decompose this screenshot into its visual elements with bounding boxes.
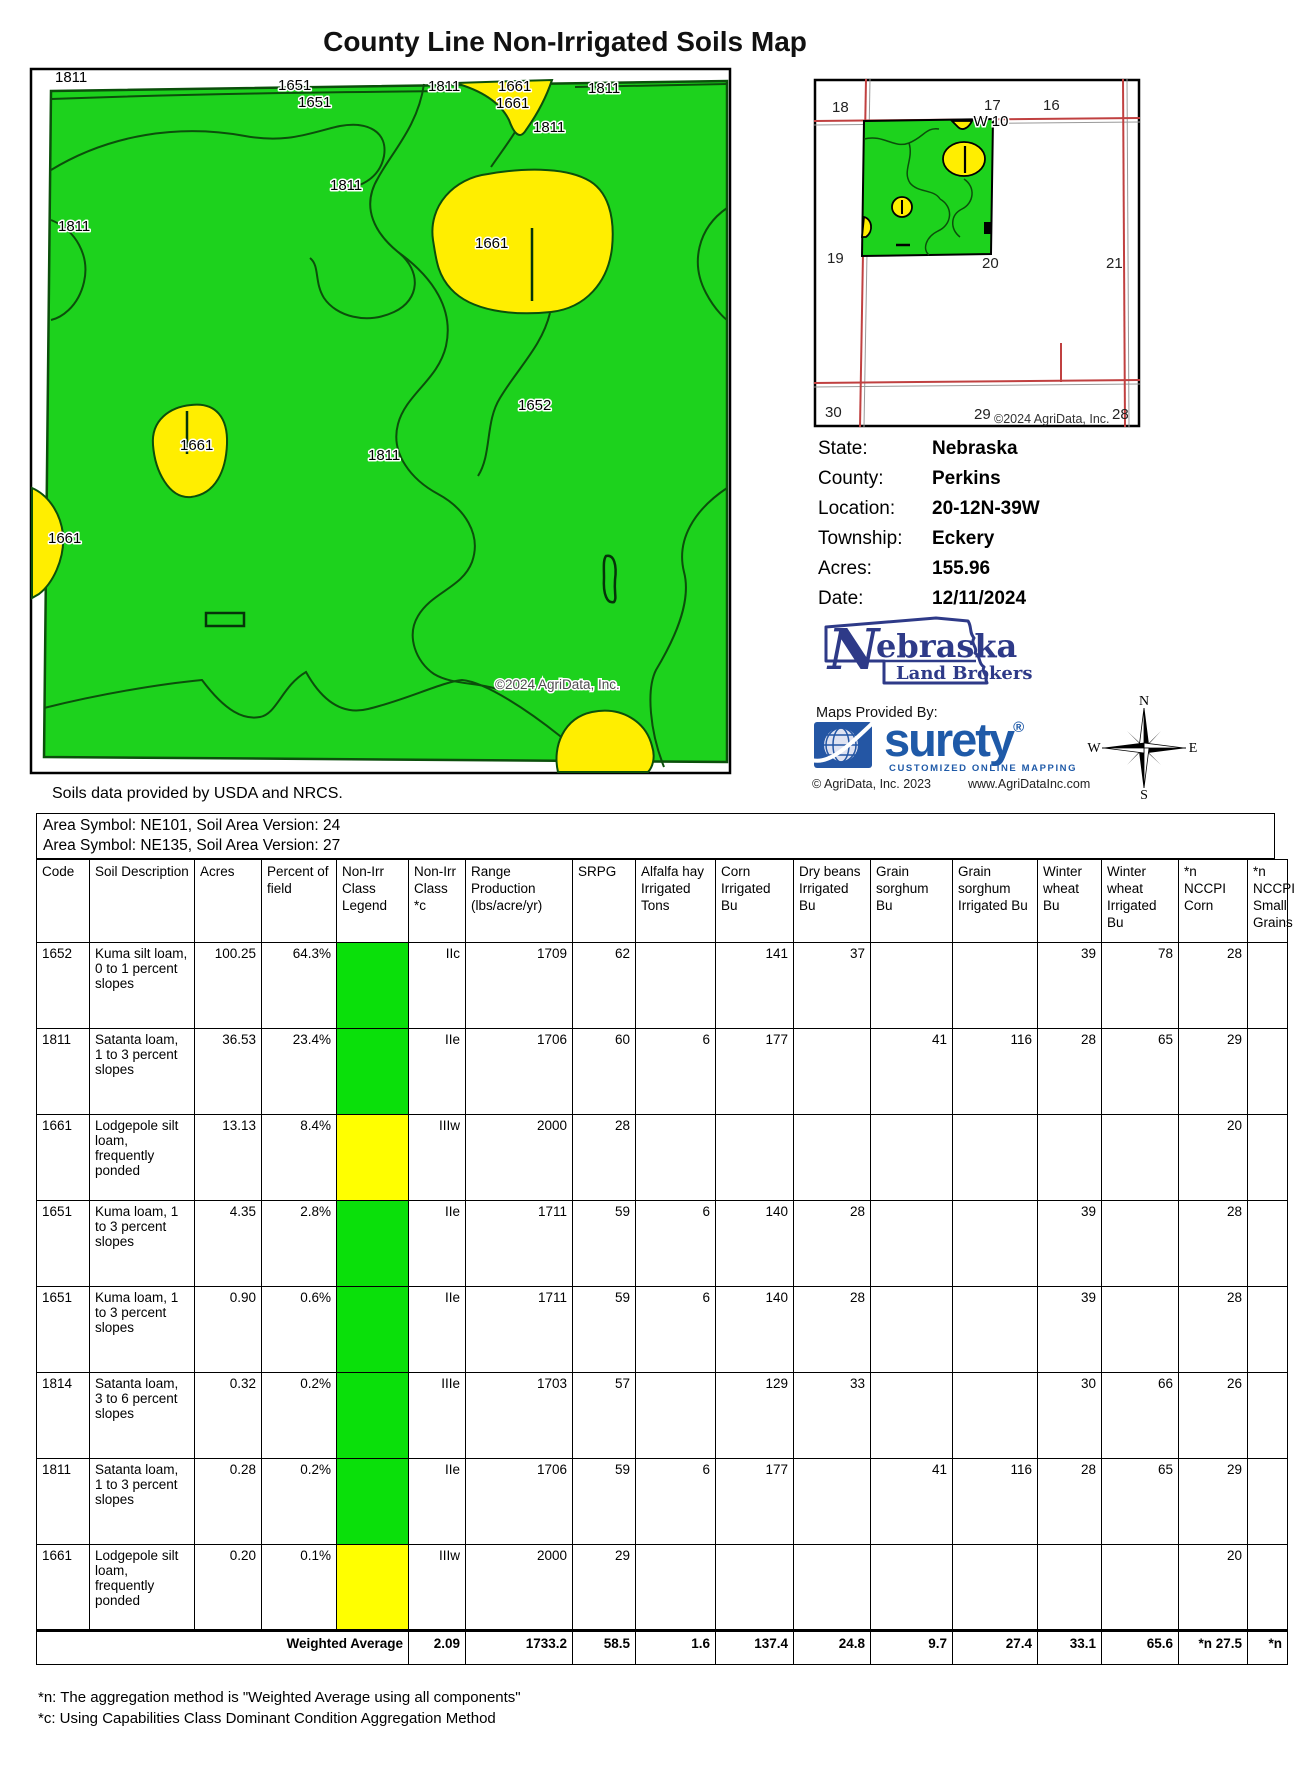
road-name-label: W 10 (973, 113, 1009, 130)
table-header-cell: Range Production (lbs/acre/yr) (466, 860, 573, 943)
soil-code-label: 1811 (330, 177, 363, 194)
table-header-cell: SRPG (573, 860, 636, 943)
field-polygon (44, 81, 727, 762)
table-header-cell: Percent of field (262, 860, 337, 943)
table-header-cell: Code (37, 860, 90, 943)
sorghum-cell (871, 1373, 953, 1459)
percent-cell: 0.2% (262, 1459, 337, 1545)
corn-cell: 140 (716, 1201, 794, 1287)
soil-code-label: 1651 (278, 77, 312, 94)
sorghum-cell: 41 (871, 1459, 953, 1545)
weighted-average-range: 1733.2 (466, 1631, 573, 1665)
nccpiSmall-cell (1248, 1201, 1288, 1287)
section-number: 30 (825, 404, 842, 421)
wheat-cell: 39 (1038, 1201, 1102, 1287)
percent-cell: 0.1% (262, 1545, 337, 1631)
table-header-cell: *n NCCPI Corn (1179, 860, 1248, 943)
dryBeans-cell (794, 1459, 871, 1545)
nccpiSmall-cell (1248, 1287, 1288, 1373)
class-legend-swatch (337, 1115, 409, 1201)
wheatIrr-cell: 78 (1102, 943, 1179, 1029)
corn-cell: 141 (716, 943, 794, 1029)
soil-description-cell: Lodgepole silt loam, frequently ponded (90, 1545, 195, 1631)
area-symbol-box (36, 813, 1275, 859)
percent-cell: 8.4% (262, 1115, 337, 1201)
area-symbol-line: Area Symbol: NE135, Soil Area Version: 27 (43, 837, 341, 854)
table-row (37, 1115, 1288, 1201)
dryBeans-cell (794, 1029, 871, 1115)
class-legend-swatch (337, 1545, 409, 1631)
nccpiSmall-cell (1248, 1545, 1288, 1631)
acres-cell: 0.20 (195, 1545, 262, 1631)
percent-cell: 0.6% (262, 1287, 337, 1373)
weighted-average-nccpiCorn: *n 27.5 (1179, 1631, 1248, 1665)
srpg-cell: 60 (573, 1029, 636, 1115)
percent-cell: 23.4% (262, 1029, 337, 1115)
range-cell: 1706 (466, 1029, 573, 1115)
info-value: 20-12N-39W (932, 498, 1040, 519)
weighted-average-corn: 137.4 (716, 1631, 794, 1665)
class-legend-swatch (337, 943, 409, 1029)
footnote-n: *n: The aggregation method is "Weighted Average using all components" (38, 1689, 521, 1706)
nccpiSmall-cell (1248, 1115, 1288, 1201)
nccpiCorn-cell: 20 (1179, 1545, 1248, 1631)
soil-code-cell: 1814 (37, 1373, 90, 1459)
dryBeans-cell (794, 1545, 871, 1631)
area-symbol-line: Area Symbol: NE101, Soil Area Version: 24 (43, 817, 341, 834)
table-header-cell: Winter wheat Irrigated Bu (1102, 860, 1179, 943)
section-number: 16 (1043, 97, 1060, 114)
surety-globe-icon (814, 720, 878, 772)
section-number: 18 (832, 99, 849, 116)
srpg-cell: 62 (573, 943, 636, 1029)
nccpiSmall-cell (1248, 1459, 1288, 1545)
nccpiCorn-cell: 20 (1179, 1115, 1248, 1201)
corn-cell: 140 (716, 1287, 794, 1373)
sorghum-cell (871, 943, 953, 1029)
cls-cell: IIIw (409, 1545, 466, 1631)
alfalfa-cell (636, 1115, 716, 1201)
soil-code-label: 1661 (180, 437, 214, 454)
info-label: County: (818, 468, 884, 489)
soil-code-cell: 1651 (37, 1287, 90, 1373)
soil-code-cell: 1811 (37, 1029, 90, 1115)
acres-cell: 0.32 (195, 1373, 262, 1459)
info-row (818, 468, 1001, 490)
weighted-average-alfalfa: 1.6 (636, 1631, 716, 1665)
soil-code-label: 1811 (533, 119, 566, 136)
acres-cell: 0.28 (195, 1459, 262, 1545)
surety-wordmark: surety (884, 713, 1014, 766)
wheat-cell: 39 (1038, 943, 1102, 1029)
info-label: Township: (818, 528, 903, 549)
cls-cell: IIe (409, 1201, 466, 1287)
soil-code-label: 1811 (55, 69, 88, 86)
soil-code-label: 1661 (48, 530, 82, 547)
class-legend-swatch (337, 1201, 409, 1287)
class-legend-swatch (337, 1459, 409, 1545)
weighted-average-sorghumIrr: 27.4 (953, 1631, 1038, 1665)
table-header-cell: *n NCCPI Small Grains (1248, 860, 1288, 943)
soil-description-cell: Satanta loam, 1 to 3 percent slopes (90, 1029, 195, 1115)
parcel-thumbnail (862, 119, 993, 256)
srpg-cell: 59 (573, 1459, 636, 1545)
section-number: 28 (1112, 406, 1129, 423)
acres-cell: 13.13 (195, 1115, 262, 1201)
cls-cell: IIIw (409, 1115, 466, 1201)
info-label: State: (818, 438, 868, 459)
table-row (37, 1029, 1288, 1115)
soil-description-cell: Lodgepole silt loam, frequently ponded (90, 1115, 195, 1201)
table-row (37, 1287, 1288, 1373)
section-number: 19 (827, 250, 844, 267)
info-value: Eckery (932, 528, 995, 549)
acres-cell: 100.25 (195, 943, 262, 1029)
surety-logo-text (884, 712, 1024, 767)
page-title: County Line Non-Irrigated Soils Map (323, 26, 807, 57)
info-label: Location: (818, 498, 896, 519)
weighted-average-label: Weighted Average (37, 1631, 409, 1665)
wheatIrr-cell (1102, 1545, 1179, 1631)
sorghumIrr-cell: 116 (953, 1029, 1038, 1115)
range-cell: 1711 (466, 1201, 573, 1287)
corn-cell (716, 1115, 794, 1201)
srpg-cell: 29 (573, 1545, 636, 1631)
dryBeans-cell: 28 (794, 1201, 871, 1287)
footnote-c: *c: Using Capabilities Class Dominant Condition Aggregation Method (38, 1710, 496, 1727)
acres-cell: 4.35 (195, 1201, 262, 1287)
compass-e: E (1188, 741, 1198, 756)
percent-cell: 0.2% (262, 1373, 337, 1459)
info-row (818, 588, 1027, 610)
srpg-cell: 57 (573, 1373, 636, 1459)
registered-mark: ® (1013, 719, 1025, 736)
sorghumIrr-cell: 116 (953, 1459, 1038, 1545)
wheat-cell: 39 (1038, 1287, 1102, 1373)
sorghum-cell: 41 (871, 1029, 953, 1115)
section-number: 21 (1106, 255, 1123, 272)
soils-data-table (36, 859, 1295, 1665)
table-header-cell: Acres (195, 860, 262, 943)
table-header-cell: Alfalfa hay Irrigated Tons (636, 860, 716, 943)
info-label: Date: (818, 588, 864, 609)
maps-provided-by-label: Maps Provided By: (816, 705, 938, 721)
range-cell: 1709 (466, 943, 573, 1029)
agridata-credit: © AgriData, Inc. 2023 (812, 777, 932, 791)
nccpiSmall-cell (1248, 1373, 1288, 1459)
nccpiCorn-cell: 29 (1179, 1029, 1248, 1115)
info-row (818, 558, 991, 580)
logo-initial: N (828, 617, 880, 683)
section-number: 29 (974, 406, 991, 423)
table-header-cell: Grain sorghum Bu (871, 860, 953, 943)
nccpiCorn-cell: 28 (1179, 943, 1248, 1029)
soil-description-cell: Kuma loam, 1 to 3 percent slopes (90, 1287, 195, 1373)
table-header-row (37, 860, 1288, 943)
sorghumIrr-cell (953, 1115, 1038, 1201)
nebraska-land-brokers-logo (818, 613, 1032, 701)
nccpiSmall-cell (1248, 1029, 1288, 1115)
table-header-cell: Non-Irr Class *c (409, 860, 466, 943)
weighted-average-nccpiSmall: *n (1248, 1631, 1288, 1665)
soil-code-label: 1661 (498, 78, 532, 95)
corn-cell: 177 (716, 1459, 794, 1545)
table-row (37, 1459, 1288, 1545)
sorghum-cell (871, 1115, 953, 1201)
info-value: 155.96 (932, 558, 991, 579)
acres-cell: 36.53 (195, 1029, 262, 1115)
wheat-cell: 28 (1038, 1029, 1102, 1115)
info-label: Acres: (818, 558, 872, 579)
table-row (37, 1373, 1288, 1459)
soil-description-cell: Kuma loam, 1 to 3 percent slopes (90, 1201, 195, 1287)
alfalfa-cell (636, 1373, 716, 1459)
section-number: 20 (982, 255, 999, 272)
table-header-cell: Winter wheat Bu (1038, 860, 1102, 943)
cls-cell: IIe (409, 1029, 466, 1115)
info-row (818, 498, 1040, 520)
wheat-cell (1038, 1115, 1102, 1201)
surety-tagline: CUSTOMIZED ONLINE MAPPING (889, 763, 1078, 774)
soil-description-cell: Satanta loam, 3 to 6 percent slopes (90, 1373, 195, 1459)
section-location-map (814, 79, 1140, 427)
class-legend-swatch (337, 1373, 409, 1459)
class-legend-swatch (337, 1287, 409, 1373)
acres-cell: 0.90 (195, 1287, 262, 1373)
soil-description-cell: Satanta loam, 1 to 3 percent slopes (90, 1459, 195, 1545)
soils-data-note: Soils data provided by USDA and NRCS. (52, 785, 343, 802)
soil-code-cell: 1661 (37, 1115, 90, 1201)
map-copyright: ©2024 AgriData, Inc. (495, 677, 620, 692)
nccpiCorn-cell: 26 (1179, 1373, 1248, 1459)
sorghumIrr-cell (953, 1201, 1038, 1287)
info-value: 12/11/2024 (932, 588, 1027, 609)
alfalfa-cell: 6 (636, 1287, 716, 1373)
soil-code-label: 1811 (428, 78, 461, 95)
compass-s: S (1140, 788, 1148, 803)
cls-cell: IIIe (409, 1373, 466, 1459)
soil-code-label: 1811 (58, 218, 91, 235)
soil-code-label: 1651 (298, 94, 332, 111)
wheatIrr-cell (1102, 1287, 1179, 1373)
soil-description-cell: Kuma silt loam, 0 to 1 percent slopes (90, 943, 195, 1029)
alfalfa-cell (636, 1545, 716, 1631)
soil-code-cell: 1811 (37, 1459, 90, 1545)
range-cell: 1706 (466, 1459, 573, 1545)
alfalfa-cell: 6 (636, 1201, 716, 1287)
weighted-average-row (37, 1631, 1288, 1665)
dryBeans-cell: 33 (794, 1373, 871, 1459)
corn-cell (716, 1545, 794, 1631)
compass-cardinal-points (1104, 708, 1184, 788)
nccpiCorn-cell: 29 (1179, 1459, 1248, 1545)
wheatIrr-cell: 66 (1102, 1373, 1179, 1459)
table-header-cell: Grain sorghum Irrigated Bu (953, 860, 1038, 943)
section-map-copyright: ©2024 AgriData, Inc. (994, 412, 1110, 426)
wheatIrr-cell (1102, 1201, 1179, 1287)
alfalfa-cell: 6 (636, 1029, 716, 1115)
table-row (37, 1545, 1288, 1631)
table-header-cell: Non-Irr Class Legend (337, 860, 409, 943)
soil-code-cell: 1652 (37, 943, 90, 1029)
compass-w: W (1087, 741, 1101, 756)
info-value: Perkins (932, 468, 1001, 489)
soil-code-cell: 1651 (37, 1201, 90, 1287)
dryBeans-cell: 37 (794, 943, 871, 1029)
sorghumIrr-cell (953, 1545, 1038, 1631)
main-soils-map (30, 68, 731, 774)
srpg-cell: 28 (573, 1115, 636, 1201)
soil-code-label: 1811 (368, 447, 401, 464)
weighted-average-dryBeans: 24.8 (794, 1631, 871, 1665)
logo-subtitle: Land Brokers (896, 663, 1033, 684)
cls-cell: IIe (409, 1459, 466, 1545)
percent-cell: 2.8% (262, 1201, 337, 1287)
section-number: 17 (984, 97, 1001, 114)
range-cell: 1711 (466, 1287, 573, 1373)
alfalfa-cell: 6 (636, 1459, 716, 1545)
soil-code-label: 1661 (496, 95, 530, 112)
soil-code-label: 1652 (518, 397, 552, 414)
class-legend-swatch (337, 1029, 409, 1115)
info-value: Nebraska (932, 438, 1018, 459)
sorghum-cell (871, 1287, 953, 1373)
wheatIrr-cell: 65 (1102, 1029, 1179, 1115)
compass-rose (1087, 694, 1200, 803)
table-header-cell: Dry beans Irrigated Bu (794, 860, 871, 943)
sorghumIrr-cell (953, 1373, 1038, 1459)
dryBeans-cell (794, 1115, 871, 1201)
dryBeans-cell: 28 (794, 1287, 871, 1373)
percent-cell: 64.3% (262, 943, 337, 1029)
srpg-cell: 59 (573, 1201, 636, 1287)
info-row (818, 438, 1018, 460)
alfalfa-cell (636, 943, 716, 1029)
agridata-url: www.AgriDataInc.com (968, 777, 1091, 791)
sorghumIrr-cell (953, 1287, 1038, 1373)
table-row (37, 943, 1288, 1029)
table-row (37, 1201, 1288, 1287)
info-row (818, 528, 995, 550)
weighted-average-sorghum: 9.7 (871, 1631, 953, 1665)
wheat-cell: 30 (1038, 1373, 1102, 1459)
wheat-cell (1038, 1545, 1102, 1631)
cls-cell: IIc (409, 943, 466, 1029)
weighted-average-wheat: 33.1 (1038, 1631, 1102, 1665)
table-header-cell: Soil Description (90, 860, 195, 943)
range-cell: 1703 (466, 1373, 573, 1459)
logo-name: ebraska (876, 627, 1018, 665)
corn-cell: 129 (716, 1373, 794, 1459)
srpg-cell: 59 (573, 1287, 636, 1373)
nccpiSmall-cell (1248, 943, 1288, 1029)
cls-cell: IIe (409, 1287, 466, 1373)
corn-cell: 177 (716, 1029, 794, 1115)
compass-n: N (1138, 694, 1150, 709)
table-header-cell: Corn Irrigated Bu (716, 860, 794, 943)
weighted-average-wheatIrr: 65.6 (1102, 1631, 1179, 1665)
wheatIrr-cell: 65 (1102, 1459, 1179, 1545)
wheatIrr-cell (1102, 1115, 1179, 1201)
soil-code-label: 1811 (588, 80, 621, 97)
soil-code-cell: 1661 (37, 1545, 90, 1631)
sorghum-cell (871, 1201, 953, 1287)
nccpiCorn-cell: 28 (1179, 1201, 1248, 1287)
range-cell: 2000 (466, 1545, 573, 1631)
sorghumIrr-cell (953, 943, 1038, 1029)
range-cell: 2000 (466, 1115, 573, 1201)
soil-code-label: 1661 (475, 235, 509, 252)
weighted-average-srpg: 58.5 (573, 1631, 636, 1665)
sorghum-cell (871, 1545, 953, 1631)
wheat-cell: 28 (1038, 1459, 1102, 1545)
weighted-average-cls: 2.09 (409, 1631, 466, 1665)
nccpiCorn-cell: 28 (1179, 1287, 1248, 1373)
